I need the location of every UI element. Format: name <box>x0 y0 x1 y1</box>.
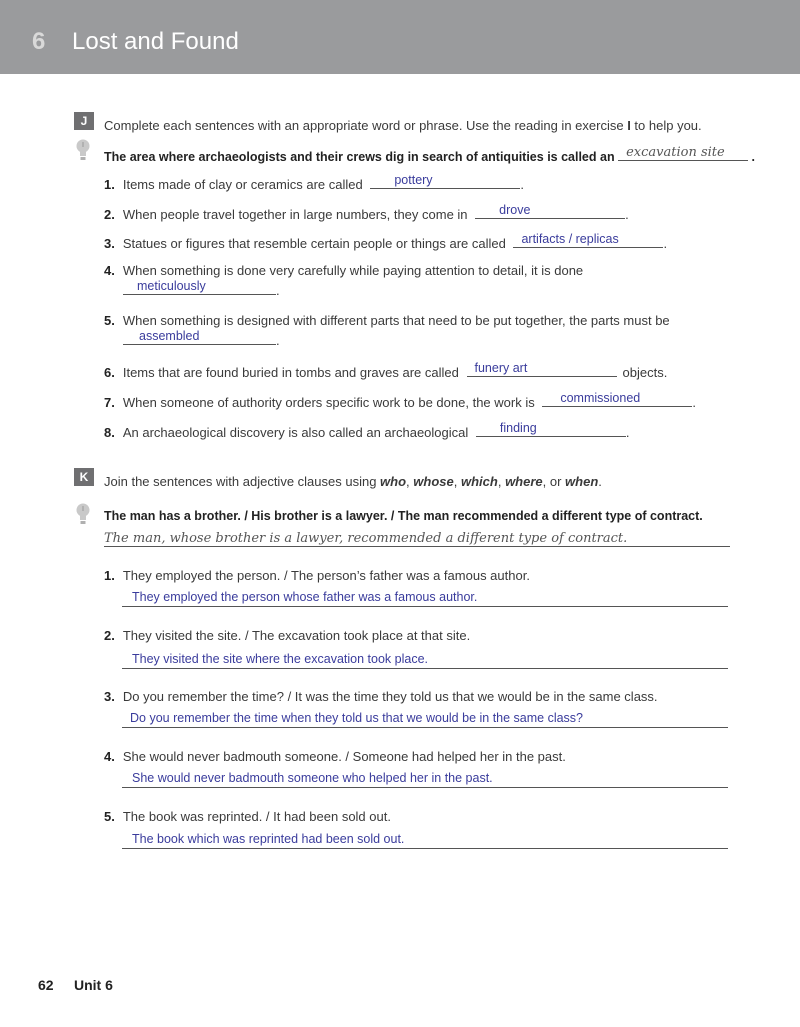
j-item-6: 6. Items that are found buried in tombs and graves are called funery art objects. <box>104 361 668 380</box>
answer-field[interactable]: They visited the site where the excavation took place. <box>122 652 728 669</box>
k-item-3: 3. Do you remember the time? / It was the time they told us that we would be in the same class. <box>104 689 658 704</box>
j-item-5-line: assembled . <box>123 330 280 348</box>
answer-field[interactable]: finding <box>476 422 626 437</box>
answer-field[interactable]: artifacts / replicas <box>513 233 663 248</box>
exercise-k-label: K <box>74 468 94 486</box>
example-answer: The man, whose brother is a lawyer, recommended a different type of contract. <box>104 531 628 546</box>
answer-field[interactable]: She would never badmouth someone who helped her in the past. <box>122 771 728 788</box>
example-answer: excavation site <box>626 145 725 160</box>
k-item-5: 5. The book was reprinted. / It had been sold out. <box>104 809 391 824</box>
answer-field[interactable]: Do you remember the time when they told us that we would be in the same class? <box>122 711 728 728</box>
lightbulb-icon <box>74 502 92 526</box>
j-item-2: 2. When people travel together in large numbers, they come in drove . <box>104 203 629 222</box>
j-item-3: 3. Statues or figures that resemble certain people or things are called artifacts / replicas . <box>104 232 668 251</box>
exercise-k-example: The man has a brother. / His brother is a lawyer. / The man recommended a different type of contract. <box>104 509 703 523</box>
page-title: Lost and Found <box>72 28 239 55</box>
unit-number: 6 <box>32 28 46 55</box>
answer-field[interactable]: drove <box>475 204 625 219</box>
answer-field[interactable]: commissioned <box>542 392 692 407</box>
j-item-1: 1. Items made of clay or ceramics are called pottery . <box>104 173 524 192</box>
exercise-j-instruction: Complete each sentences with an appropriate word or phrase. Use the reading in exercise I to help you. <box>104 118 702 133</box>
unit-label: Unit 6 <box>74 977 113 993</box>
lightbulb-icon <box>74 138 92 162</box>
answer-field[interactable]: They employed the person whose father was a famous author. <box>122 590 728 607</box>
j-item-8: 8. An archaeological discovery is also called an archaeological finding . <box>104 421 630 440</box>
example-answer-blank <box>618 146 748 161</box>
j-item-4-line: meticulously . <box>123 280 280 298</box>
j-item-5: 5. When something is designed with different parts that need to be put together, the parts must be <box>104 313 670 328</box>
k-item-2: 2. They visited the site. / The excavation took place at that site. <box>104 628 471 643</box>
answer-field[interactable]: meticulously <box>123 280 276 295</box>
answer-field[interactable]: pottery <box>370 174 520 189</box>
page-header <box>0 0 800 74</box>
answer-field[interactable]: assembled <box>123 330 276 345</box>
exercise-j-label: J <box>74 112 94 130</box>
answer-field[interactable]: funery art <box>467 362 617 377</box>
page-number: 62 <box>38 977 54 993</box>
exercise-j-example: The area where archaeologists and their crews dig in search of antiquities is called an excavation site . <box>104 145 756 164</box>
j-item-7: 7. When someone of authority orders specific work to be done, the work is commissioned . <box>104 391 696 410</box>
exercise-k-instruction: Join the sentences with adjective clauses using who, whose, which, where, or when. <box>104 474 602 489</box>
example-answer-line <box>104 530 730 547</box>
k-item-1: 1. They employed the person. / The person’s father was a famous author. <box>104 568 530 583</box>
k-item-4: 4. She would never badmouth someone. / Someone had helped her in the past. <box>104 749 566 764</box>
j-item-4: 4. When something is done very carefully while paying attention to detail, it is done <box>104 263 584 278</box>
answer-field[interactable]: The book which was reprinted had been sold out. <box>122 832 728 849</box>
